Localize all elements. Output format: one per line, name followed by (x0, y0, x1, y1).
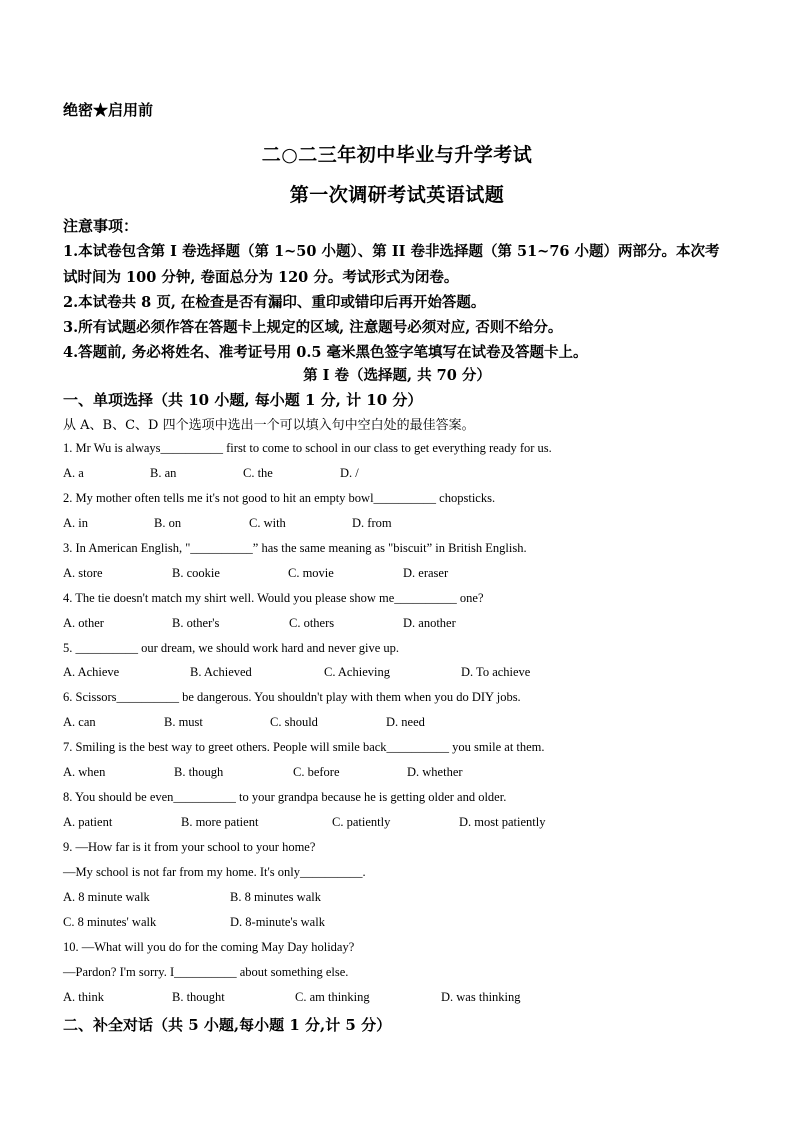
question-stem: 3. In American English, "__________” has the same meaning as "biscuit” in British English. (63, 541, 527, 555)
question-stem: 6. Scissors__________ be dangerous. You shouldn't play with them when you do DIY jobs. (63, 690, 521, 704)
answer-option: A. in (63, 516, 88, 530)
answer-option: B. more patient (181, 815, 259, 829)
answer-option: C. Achieving (324, 665, 390, 679)
notice-heading: 注意事项： (63, 217, 139, 235)
answer-option: B. 8 minutes walk (230, 890, 321, 904)
answer-option: D. whether (407, 765, 463, 779)
answer-option: B. other's (172, 616, 220, 630)
answer-option: D. need (386, 715, 425, 729)
question-stem: 7. Smiling is the best way to greet others. People will smile back__________ you smile at them. (63, 740, 545, 754)
answer-option: A. other (63, 616, 104, 630)
answer-option: C. with (249, 516, 286, 530)
answer-option: D. most patiently (459, 815, 546, 829)
exam-title: 二○二三年初中毕业与升学考试 (261, 144, 533, 166)
answer-option: B. thought (172, 990, 225, 1004)
section-instruction: 从 A、B、C、D 四个选项中选出一个可以填入句中空白处的最佳答案。 (63, 418, 475, 433)
answer-option: B. must (164, 715, 203, 729)
answer-option: B. though (174, 765, 224, 779)
answer-option: D. another (403, 616, 456, 630)
answer-option: D. 8-minute's walk (230, 915, 325, 929)
answer-option: A. store (63, 566, 103, 580)
answer-option: B. on (154, 516, 182, 530)
answer-option: C. am thinking (295, 990, 370, 1004)
answer-option: A. when (63, 765, 106, 779)
question-stem: —My school is not far from my home. It's only__________. (63, 865, 366, 879)
question-stem: 5. __________ our dream, we should work hard and never give up. (63, 641, 400, 655)
question-stem: —Pardon? I'm sorry. I__________ about something else. (63, 965, 349, 979)
answer-option: A. patient (63, 815, 113, 829)
answer-option: A. think (63, 990, 104, 1004)
answer-option: D. To achieve (461, 665, 531, 679)
question-stem: 10. —What will you do for the coming May Day holiday? (63, 940, 355, 954)
confidential-label: 绝密★启用前 (63, 101, 154, 119)
answer-option: C. before (293, 765, 340, 779)
notice-line: 试时间为 100 分钟, 卷面总分为 120 分。考试形式为闭卷。 (63, 269, 459, 286)
exam-subtitle: 第一次调研考试英语试题 (289, 184, 505, 206)
section-heading: 一、单项选择（共 10 小题, 每小题 1 分, 计 10 分） (63, 391, 423, 409)
answer-option: B. an (150, 466, 177, 480)
answer-option: A. can (63, 715, 96, 729)
answer-option: C. patiently (332, 815, 391, 829)
answer-option: C. 8 minutes' walk (63, 915, 157, 929)
answer-option: C. should (270, 715, 318, 729)
notice-line: 1.本试卷包含第 I 卷选择题（第 1~50 小题）、第 II 卷非选择题（第 51~76 小题）两部分。本次考 (63, 243, 720, 260)
answer-option: C. others (289, 616, 335, 630)
notice-line: 2.本试卷共 8 页, 在检查是否有漏印、重印或错印后再开始答题。 (63, 294, 486, 311)
answer-option: D. from (352, 516, 392, 530)
notice-line: 4.答题前, 务必将姓名、准考证号用 0.5 毫米黑色签字笔填写在试卷及答题卡上。 (63, 344, 588, 361)
part-heading: 第 I 卷（选择题, 共 70 分） (303, 367, 491, 384)
question-stem: 8. You should be even__________ to your grandpa because he is getting older and older. (63, 790, 507, 804)
answer-option: D. eraser (403, 566, 449, 580)
question-stem: 4. The tie doesn't match my shirt well. Would you please show me__________ one? (63, 591, 484, 605)
section-heading: 二、补全对话（共 5 小题,每小题 1 分,计 5 分） (63, 1016, 392, 1034)
answer-option: D. was thinking (441, 990, 521, 1004)
answer-option: A. Achieve (63, 665, 120, 679)
question-stem: 9. —How far is it from your school to your home? (63, 840, 316, 854)
notice-line: 3.所有试题必须作答在答题卡上规定的区域, 注意题号必须对应, 否则不给分。 (63, 319, 563, 336)
answer-option: B. Achieved (190, 665, 252, 679)
answer-option: D. / (340, 466, 359, 480)
question-stem: 1. Mr Wu is always__________ first to come to school in our class to get everything ready for us. (63, 441, 552, 455)
answer-option: B. cookie (172, 566, 220, 580)
answer-option: A. 8 minute walk (63, 890, 150, 904)
question-stem: 2. My mother often tells me it's not good to hit an empty bowl__________ chopsticks. (63, 491, 496, 505)
answer-option: A. a (63, 466, 84, 480)
answer-option: C. the (243, 466, 273, 480)
answer-option: C. movie (288, 566, 334, 580)
